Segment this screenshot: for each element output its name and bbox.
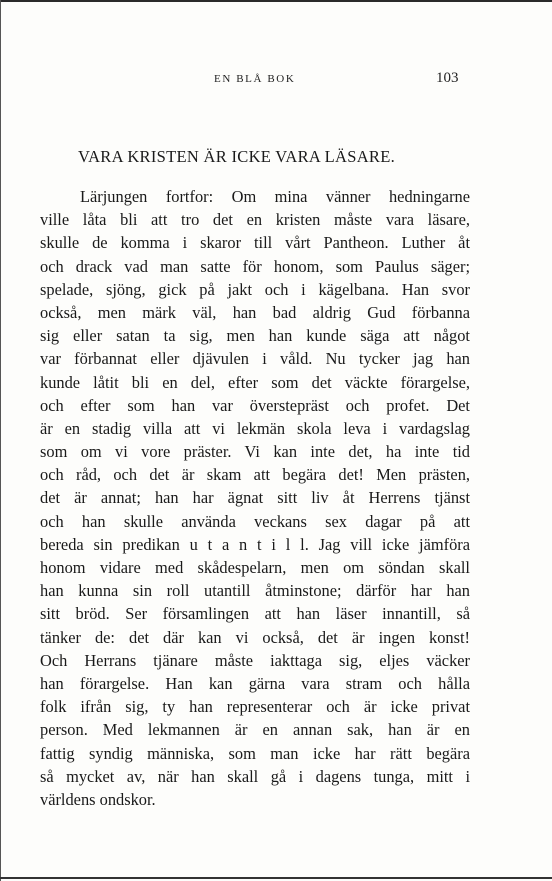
text-line: han förargelse. Han kan gärna vara stram och hålla [40,673,470,693]
text-line: så mycket av, när han skall gå i dagens tunga, mitt i [40,766,470,786]
page-top-edge [0,0,552,2]
text-line: fattig syndig människa, som man icke har rätt begära [40,743,470,763]
text-line: sitt bröd. Ser församlingen att han läser innantill, så [40,604,470,624]
text-line: skulle de komma i skaror till vårt Pantheon. Luther åt [40,233,470,253]
text-line: var förbannat eller djävulen i våld. Nu tycker jag han [40,349,470,369]
text-line: honom vidare med skådespelarn, men om söndan skall [40,558,470,577]
chapter-title: VARA KRISTEN ÄR ICKE VARA LÄSARE. [78,147,396,166]
text-line: person. Med lekmannen är en annan sak, han är en [40,720,470,740]
text-line: folk ifrån sig, ty han representerar och är icke privat [40,697,470,717]
text-line: sig eller satan ta sig, men han kunde säga att något [40,326,470,346]
page-bottom-edge [0,877,552,879]
text-line: han kunna sin roll utantill åtminstone; därför har han [40,581,470,601]
text-line: ville låta bli att tro det en kristen måste vara läsare, [40,210,470,230]
page-left-edge [0,0,1,881]
text-line: och han skulle använda veckans sex dagar på att [40,511,470,531]
text-line: och drack vad man satte för honom, som Paulus säger; [40,256,470,276]
body-paragraph [40,185,470,811]
text-line: det är annat; han har ägnat sitt liv åt Herrens tjänst [40,488,470,508]
page-number: 103 [436,70,459,86]
text-line: bereda sin predikan u t a n t i l l. Jag vill icke jämföra [40,534,470,554]
text-line: kunde låtit bli en del, efter som det väckte förargelse, [40,372,470,392]
text-line: Och Herrans tjänare måste iakttaga sig, eljes väcker [40,650,470,670]
text-line: Lärjungen fortfor: Om mina vänner hedningarne [80,187,470,206]
text-line: också, men märk väl, han bad aldrig Gud förbanna [40,302,470,322]
running-head: EN BLÅ BOK [214,73,296,85]
text-line: som om vi vore präster. Vi kan inte det, ha inte tid [40,442,470,462]
text-line: och råd, och det är skam att begära det! Men prästen, [40,465,470,485]
text-line: världens ondskor. [40,789,156,809]
text-line: tänker de: det där kan vi också, det är ingen konst! [40,627,470,647]
text-line: och efter som han var överstepräst och profet. Det [40,395,470,415]
text-line: är en stadig villa att vi lekmän skola leva i vardagslag [40,418,470,438]
text-line: spelade, sjöng, gick på jakt och i kägelbana. Han svor [40,279,470,299]
